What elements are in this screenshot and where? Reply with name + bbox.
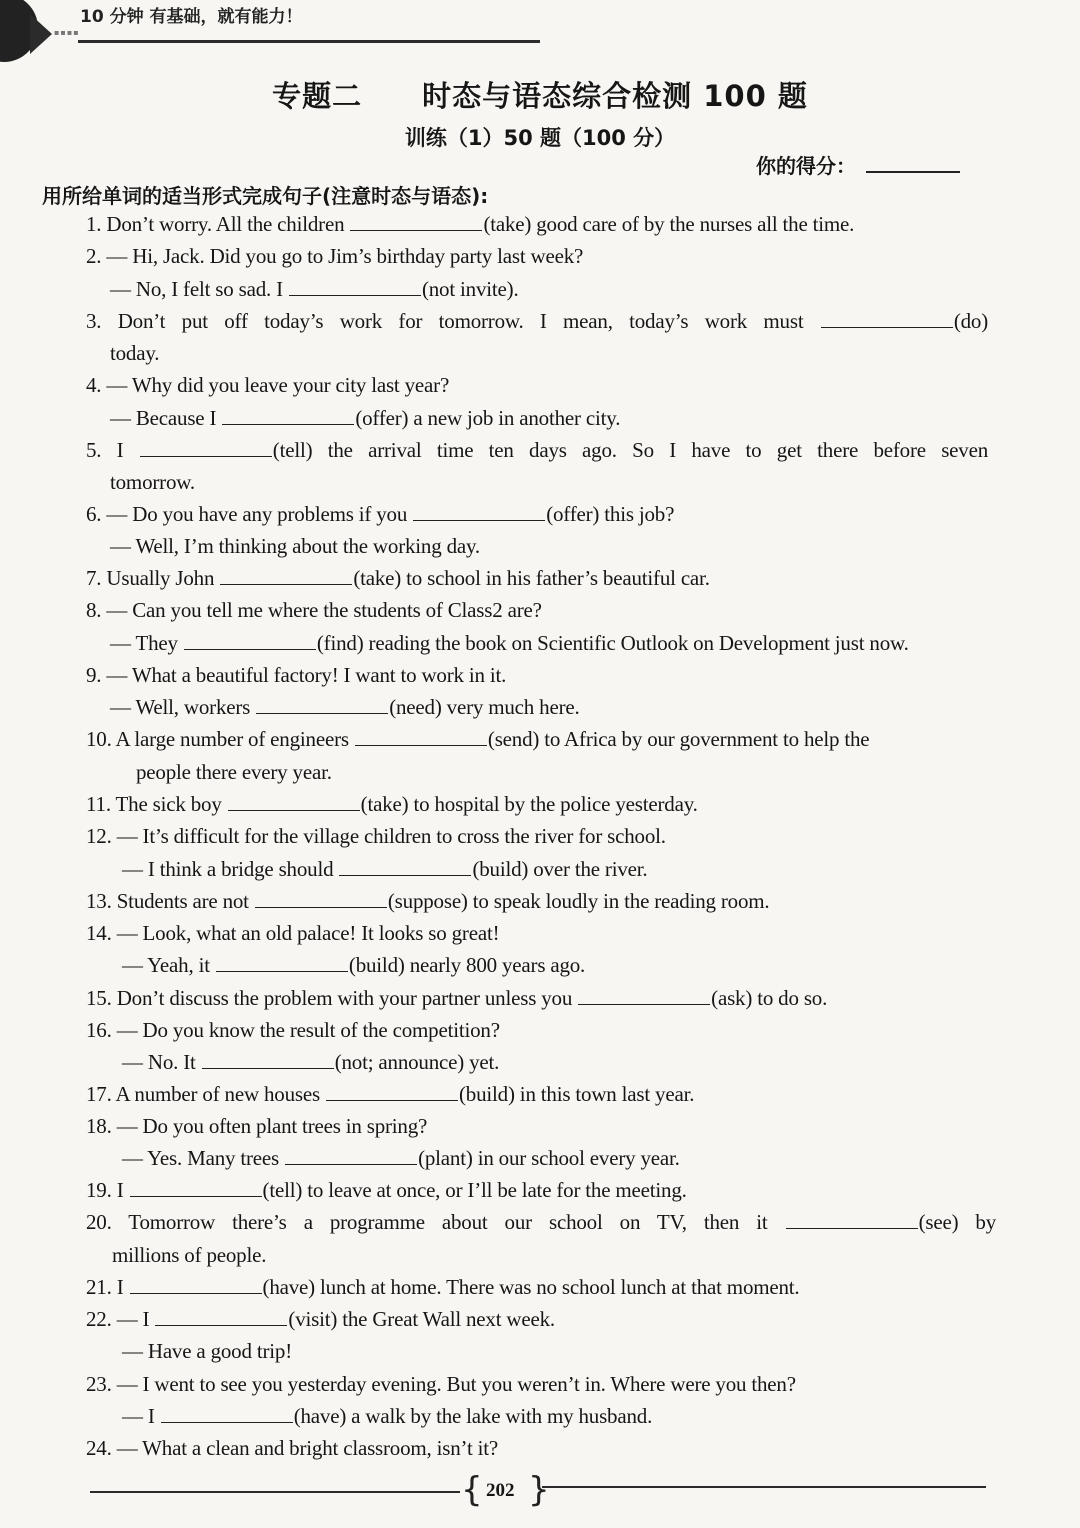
answer-blank[interactable] (161, 1405, 293, 1423)
question-5: 5. I (tell) the arrival time ten days ago. So I have to get there before seven (86, 438, 989, 462)
answer-blank[interactable] (228, 793, 360, 811)
question-6-reply: — Well, I’m thinking about the working day. (110, 534, 480, 558)
question-2: 2. — Hi, Jack. Did you go to Jim’s birthday party last week? (86, 244, 584, 268)
page-number: 202 (486, 1480, 515, 1501)
score-label: 你的得分： (756, 154, 856, 178)
title-main: 时态与语态综合检测 100 题 (422, 79, 808, 113)
question-2-answer-line: — No, I felt so sad. I (not invite). (110, 277, 519, 301)
answer-blank[interactable] (339, 858, 471, 876)
answer-blank[interactable] (184, 632, 316, 650)
question-24: 24. — What a clean and bright classroom, isn’t it? (86, 1436, 499, 1460)
header-rule (78, 40, 540, 43)
question-13: 13. Students are not (suppose) to speak loudly in the reading room. (86, 889, 770, 913)
question-20: 20. Tomorrow there’s a programme about our school on TV, then it (see) by (86, 1210, 996, 1234)
page-number-left-brace: { (461, 1470, 483, 1510)
question-4: 4. — Why did you leave your city last year? (86, 373, 450, 397)
question-16: 16. — Do you know the result of the competition? (86, 1018, 500, 1042)
question-1: 1. Don’t worry. All the children (take) good care of by the nurses all the time. (86, 212, 855, 236)
answer-blank[interactable] (222, 407, 354, 425)
answer-blank[interactable] (821, 310, 953, 328)
question-6: 6. — Do you have any problems if you (offer) this job? (86, 502, 675, 526)
page-subtitle: 训练（1）50 题（100 分） (404, 126, 676, 150)
question-23-answer-line: — I (have) a walk by the lake with my husband. (122, 1404, 653, 1428)
question-22-reply: — Have a good trip! (122, 1339, 292, 1363)
page-number-right-brace: } (528, 1470, 550, 1510)
answer-blank[interactable] (289, 278, 421, 296)
question-5-cont: tomorrow. (110, 470, 195, 494)
question-15: 15. Don’t discuss the problem with your partner unless you (ask) to do so. (86, 986, 828, 1010)
instruction: 用所给单词的适当形式完成句子(注意时态与语态): (42, 184, 489, 208)
header-slogan: 10 分钟 有基础，就有能力！ (80, 7, 303, 27)
question-8-answer-line: — They (find) reading the book on Scientific Outlook on Development just now. (110, 631, 909, 655)
answer-blank[interactable] (130, 1179, 262, 1197)
question-18-answer-line: — Yes. Many trees (plant) in our school every year. (122, 1146, 680, 1170)
answer-blank[interactable] (255, 890, 387, 908)
question-16-answer-line: — No. It (not; announce) yet. (122, 1050, 500, 1074)
answer-blank[interactable] (202, 1051, 334, 1069)
question-4-answer-line: — Because I (offer) a new job in another city. (110, 406, 621, 430)
question-3: 3. Don’t put off today’s work for tomorrow. I mean, today’s work must (do) (86, 309, 988, 333)
question-10: 10. A large number of engineers (send) to Africa by our government to help the (86, 727, 870, 751)
question-9: 9. — What a beautiful factory! I want to work in it. (86, 663, 507, 687)
score-field (756, 150, 960, 179)
answer-blank[interactable] (216, 954, 348, 972)
question-3-cont: today. (110, 341, 160, 365)
answer-blank[interactable] (140, 439, 272, 457)
page-title (0, 74, 1080, 115)
answer-blank[interactable] (355, 728, 487, 746)
header-arrow-decoration (30, 14, 52, 54)
question-12: 12. — It’s difficult for the village children to cross the river for school. (86, 824, 666, 848)
question-8: 8. — Can you tell me where the students of Class2 are? (86, 598, 542, 622)
header-band (0, 0, 560, 70)
answer-blank[interactable] (130, 1276, 262, 1294)
header-dots: ▪▪▪▪ (54, 28, 80, 37)
question-17: 17. A number of new houses (build) in this town last year. (86, 1082, 695, 1106)
question-14-answer-line: — Yeah, it (build) nearly 800 years ago. (122, 953, 586, 977)
question-20-cont: millions of people. (112, 1243, 267, 1267)
answer-blank[interactable] (413, 503, 545, 521)
question-19: 19. I (tell) to leave at once, or I’ll be late for the meeting. (86, 1178, 687, 1202)
answer-blank[interactable] (578, 987, 710, 1005)
question-23: 23. — I went to see you yesterday evening. But you weren’t in. Where were you then? (86, 1372, 796, 1396)
footer-rule-right (542, 1486, 986, 1488)
answer-blank[interactable] (256, 696, 388, 714)
answer-blank[interactable] (326, 1083, 458, 1101)
score-blank[interactable] (866, 153, 960, 173)
question-11: 11. The sick boy (take) to hospital by the police yesterday. (86, 792, 698, 816)
question-22: 22. — I (visit) the Great Wall next week. (86, 1307, 555, 1331)
question-10-cont: people there every year. (136, 760, 332, 784)
question-9-answer-line: — Well, workers (need) very much here. (110, 695, 580, 719)
footer-rule-left (90, 1491, 460, 1493)
question-7: 7. Usually John (take) to school in his father’s beautiful car. (86, 566, 710, 590)
answer-blank[interactable] (155, 1308, 287, 1326)
answer-blank[interactable] (350, 213, 482, 231)
answer-blank[interactable] (285, 1147, 417, 1165)
question-21: 21. I (have) lunch at home. There was no school lunch at that moment. (86, 1275, 800, 1299)
answer-blank[interactable] (220, 567, 352, 585)
answer-blank[interactable] (786, 1211, 918, 1229)
question-18: 18. — Do you often plant trees in spring? (86, 1114, 428, 1138)
title-topic: 专题二 (272, 79, 363, 113)
question-12-answer-line: — I think a bridge should (build) over the river. (122, 857, 648, 881)
question-14: 14. — Look, what an old palace! It looks so great! (86, 921, 500, 945)
